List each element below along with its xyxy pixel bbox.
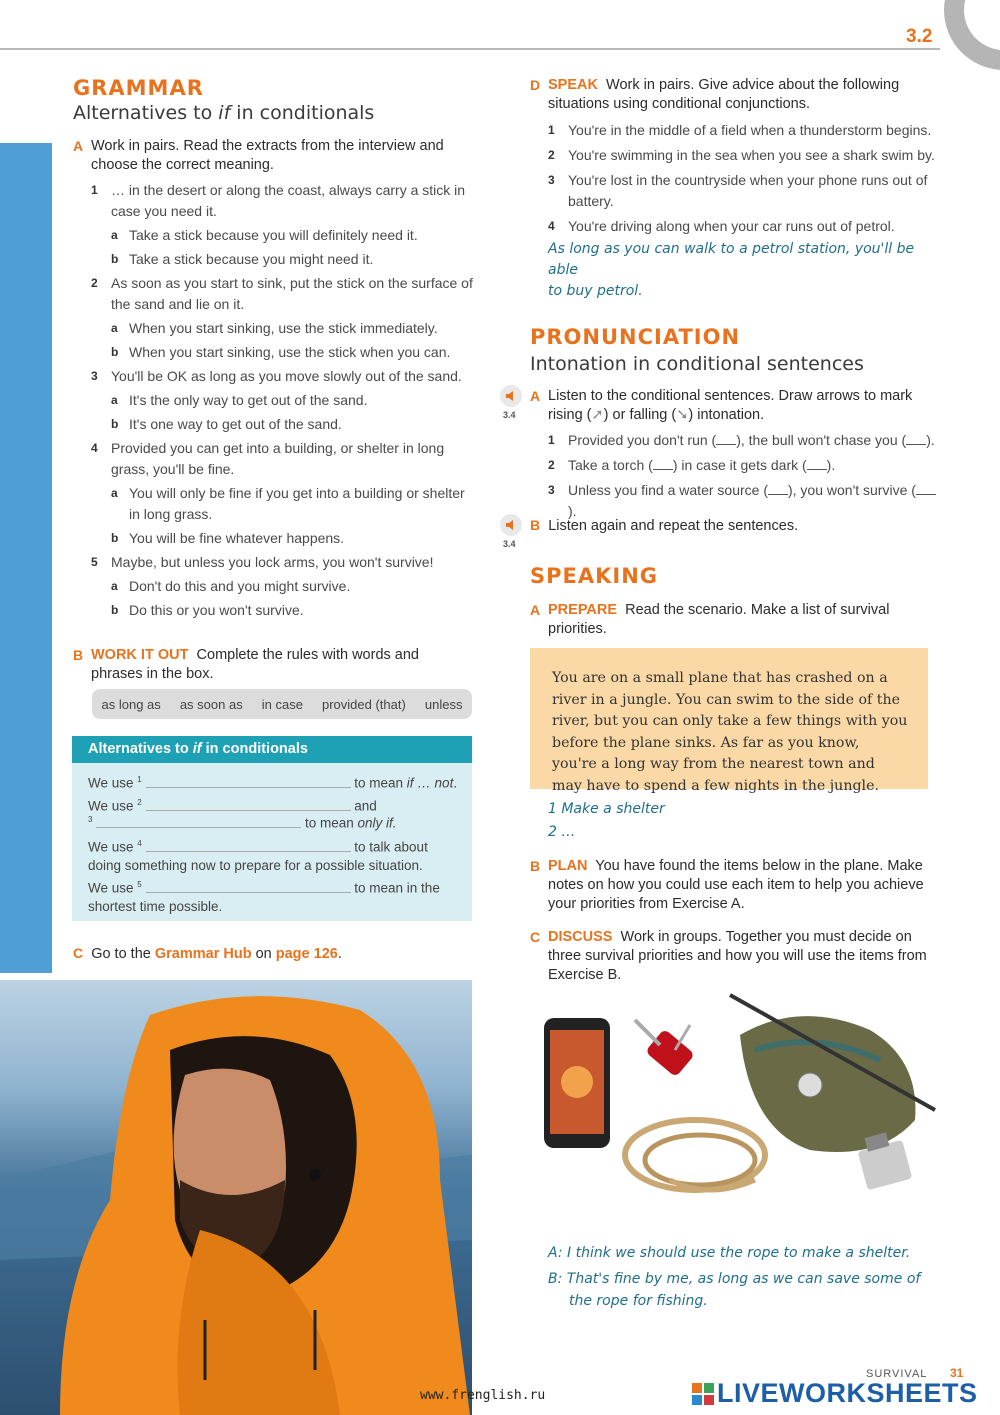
rule-5: We use $^5$ to mean in the shortest time possible. <box>88 880 440 914</box>
rule-blank-2[interactable] <box>146 799 351 811</box>
word-box-item: in case <box>261 696 303 712</box>
audio-track-a: 3.4 <box>503 410 516 420</box>
speak-item: 4 You're driving along when your car runs out of petrol. <box>548 218 895 234</box>
grammar-option[interactable]: b It's one way to get out of the sand. <box>111 416 342 432</box>
speaker-icon <box>504 389 518 403</box>
intonation-blank[interactable] <box>768 481 788 495</box>
pronunciation-a-instruction: A Listen to the conditional sentences. Draw arrows to mark rising (➚) or falling (➘) intonation. <box>530 388 913 423</box>
speak-item: 1 You're in the middle of a field when a thunderstorm begins. <box>548 122 932 138</box>
grammar-item: 2 As soon as you start to sink, put the stick on the surface of the sand and lie on it. <box>91 275 473 312</box>
speak-item: 3 You're lost in the countryside when your phone runs out of battery. <box>548 172 928 209</box>
photo-man-orange-jacket <box>0 980 472 1415</box>
word-box-item: unless <box>424 696 463 712</box>
speaking-exercise-b: B PLAN You have found the items below in the plane. Make notes on how you could use each item to help you achieve your priorities from Exercise A. <box>530 858 924 912</box>
intonation-blank[interactable] <box>916 481 936 495</box>
pronunciation-items <box>530 430 940 522</box>
grammar-title: GRAMMAR <box>73 76 204 100</box>
scenario-text: You are on a small plane that has crashed on a river in a jungle. You can swim to the side of the river, but you can only take a few things with you before the plane sinks. As far as you know, you're a long way from the nearest town and may have to spend a few nights in the jungle. <box>552 670 908 794</box>
footer-page-number: 31 <box>950 1366 964 1380</box>
scenario-box <box>530 648 928 794</box>
pronunciation-item: 1 Provided you don't run ( ), the bull won't chase you ( ). <box>548 432 935 448</box>
speaking-title: SPEAKING <box>530 564 659 588</box>
priority-list-1: 1 Make a shelter <box>548 801 665 817</box>
pronunciation-subtitle: Intonation in conditional sentences <box>530 353 864 375</box>
rule-blank-4[interactable] <box>146 840 351 852</box>
dialogue-a: A: I think we should use the rope to make a shelter. <box>548 1245 911 1261</box>
photo-illustration <box>0 980 472 1415</box>
rule-blank-3[interactable] <box>96 816 301 828</box>
audio-icon-b[interactable] <box>500 514 522 536</box>
corner-ring-decoration <box>944 0 1000 70</box>
pronunciation-exercise-b: B Listen again and repeat the sentences. <box>530 517 799 534</box>
pronunciation-title: PRONUNCIATION <box>530 325 741 349</box>
speak-instruction: D SPEAK Work in pairs. Give advice about the following situations using conditional conjunctions. <box>530 77 900 112</box>
grammar-option[interactable]: b When you start sinking, use the stick when you can. <box>111 344 451 360</box>
speak-exercise-d <box>530 76 940 302</box>
rules-box <box>72 736 472 921</box>
grammar-a-instruction: A Work in pairs. Read the extracts from the interview and choose the correct meaning. <box>73 138 444 173</box>
liveworksheets-icon <box>692 1383 714 1405</box>
grammar-option[interactable]: b Do this or you won't survive. <box>111 602 304 618</box>
liveworksheets-brand: LIVEWORKSHEETS <box>717 1378 978 1408</box>
grammar-subtitle: Alternatives to if in conditionals <box>73 102 375 124</box>
grammar-item: 3 You'll be OK as long as you move slowly out of the sand. <box>91 368 462 384</box>
pronunciation-item: 3 Unless you find a water source ( ), you won't survive (). <box>530 480 940 522</box>
speaker-icon <box>504 518 518 532</box>
rule-4: We use $^4$ to talk about doing something now to prepare for a possible situation. <box>88 839 428 873</box>
speak-items <box>530 120 940 237</box>
pronunciation-exercise-a <box>530 387 940 522</box>
grammar-item: 4 Provided you can get into a building, or shelter in long grass, you'll be fine. <box>91 440 445 477</box>
pronunciation-item: 2 Take a torch ( ) in case it gets dark ( ). <box>548 457 836 473</box>
rule-blank-5[interactable] <box>146 881 351 893</box>
rule-1: We use $^1$ to mean if … not. <box>88 775 458 791</box>
intonation-blank[interactable] <box>653 456 673 470</box>
top-rule <box>0 48 940 50</box>
word-box-item: as soon as <box>179 696 243 712</box>
rule-blank-1[interactable] <box>146 776 351 788</box>
audio-icon-a[interactable] <box>500 385 522 407</box>
grammar-option[interactable]: a Take a stick because you will definitely need it. <box>111 227 418 243</box>
grammar-exercise-b <box>73 646 473 684</box>
rule-2: We use $^2$ and <box>88 798 377 814</box>
intonation-blank[interactable] <box>906 431 926 445</box>
dialogue-b: B: That's fine by me, as long as we can save some of the rope for fishing. <box>548 1271 921 1309</box>
speak-example: As long as you can walk to a petrol station, you'll be able to buy petrol. <box>548 241 915 299</box>
speak-item: 2 You're swimming in the sea when you see a shark swim by. <box>548 147 935 163</box>
grammar-b-instruction: B WORK IT OUT Complete the rules with words and phrases in the box. <box>73 647 419 682</box>
grammar-option[interactable]: a Don't do this and you might survive. <box>111 578 351 594</box>
liveworksheets-logo <box>692 1378 978 1409</box>
survival-items-photo <box>540 990 940 1205</box>
word-box <box>92 689 472 719</box>
grammar-hub-link[interactable]: Grammar Hub <box>154 946 252 962</box>
grammar-option[interactable]: b Take a stick because you might need it. <box>111 251 374 267</box>
speaking-exercise-a: A PREPARE Read the scenario. Make a list of survival priorities. <box>530 602 890 637</box>
grammar-item: 1 … in the desert or along the coast, always carry a stick in case you need it. <box>91 182 466 219</box>
word-box-item: as long as <box>101 696 161 712</box>
left-sidebar-band <box>0 143 52 973</box>
grammar-exercise-a <box>73 137 478 621</box>
rules-box-header: Alternatives to if in conditionals <box>72 736 472 763</box>
falling-arrow-icon: ➘ <box>676 407 689 423</box>
priority-list-2: 2 … <box>548 824 576 840</box>
grammar-a-items <box>73 180 478 621</box>
grammar-option[interactable]: a It's the only way to get out of the sand. <box>111 392 368 408</box>
rising-arrow-icon: ➚ <box>591 407 604 423</box>
page-link[interactable]: page 126 <box>275 946 338 962</box>
intonation-blank[interactable] <box>716 431 736 445</box>
intonation-blank[interactable] <box>807 456 827 470</box>
unit-number: 3.2 <box>906 26 933 47</box>
speaking-exercise-c: C DISCUSS Work in groups. Together you must decide on three survival priorities and how you will use the items from Exercise B. <box>530 929 927 983</box>
survival-items-illustration <box>540 990 940 1205</box>
grammar-option[interactable]: a You will only be fine if you get into a building or shelter in long grass. <box>111 485 465 522</box>
grammar-exercise-c: C Go to the Grammar Hub on page 126. <box>73 945 342 962</box>
grammar-option[interactable]: a When you start sinking, use the stick immediately. <box>111 320 438 336</box>
grammar-option[interactable]: b You will be fine whatever happens. <box>111 530 345 546</box>
audio-track-b: 3.4 <box>503 539 516 549</box>
grammar-item: 5 Maybe, but unless you lock arms, you won't survive! <box>91 554 434 570</box>
rule-3: $^3$ to mean only if. <box>88 815 397 831</box>
watermark-url: www.frenglish.ru <box>420 1388 546 1403</box>
word-box-item: provided (that) <box>322 696 406 712</box>
footer-section-label: SURVIVAL <box>866 1368 928 1380</box>
